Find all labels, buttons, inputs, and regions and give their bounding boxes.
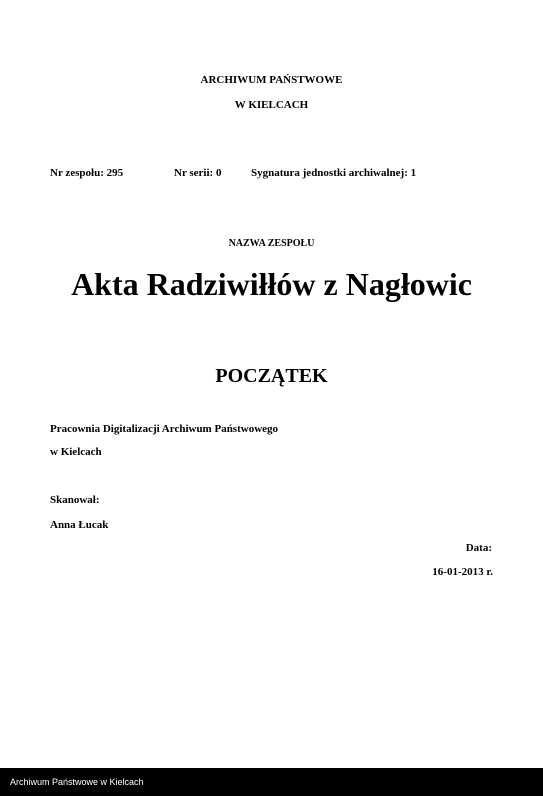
scanned-by-label: Skanował: (50, 494, 100, 506)
series-number: Nr serii: 0 (174, 167, 222, 179)
lab-name-line1: Pracownia Digitalizacji Archiwum Państwowego (50, 423, 279, 435)
lab-name-line2: w Kielcach (50, 446, 102, 458)
footer-bar (0, 768, 543, 796)
fond-number: Nr zespołu: 295 (50, 167, 124, 179)
archive-name: ARCHIWUM PAŃSTWOWE (200, 74, 343, 86)
metadata-row (50, 167, 510, 183)
footer-archive-name: Archiwum Państwowe w Kielcach (10, 777, 144, 787)
archive-city: W KIELCACH (234, 99, 309, 111)
fond-name-label: NAZWA ZESPOŁU (228, 238, 315, 249)
start-marker: POCZĄTEK (215, 365, 328, 387)
fond-title: Akta Radziwiłłów z Nagłowic (71, 266, 472, 302)
date-value: 16-01-2013 r. (432, 566, 493, 578)
date-label: Data: (465, 542, 492, 554)
unit-signature: Sygnatura jednostki archiwalnej: 1 (251, 167, 417, 179)
scanned-by-name: Anna Łucak (50, 519, 109, 531)
